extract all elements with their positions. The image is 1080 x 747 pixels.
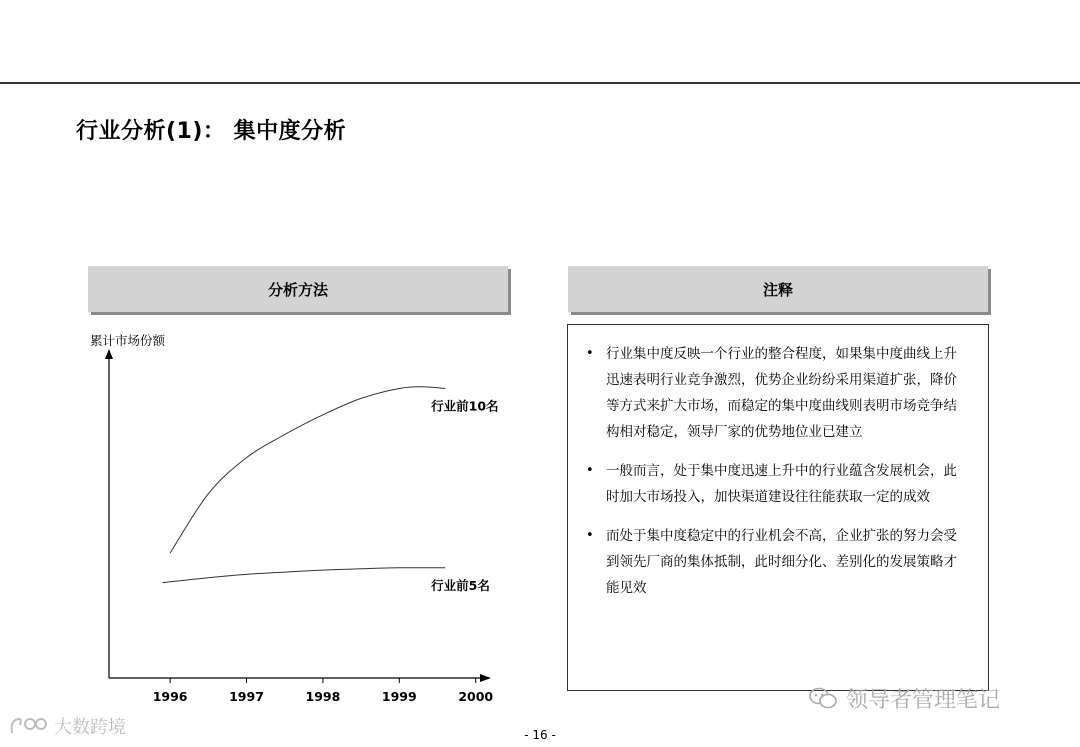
series-line-top10 <box>170 387 445 553</box>
notes-list <box>586 341 970 601</box>
x-tick-label: 1996 <box>152 689 188 704</box>
concentration-chart-svg <box>80 325 520 715</box>
x-tick-label: 1997 <box>229 689 264 704</box>
notes-header-label: 注释 <box>762 280 793 299</box>
notes-header <box>568 266 988 312</box>
x-tick-label: 1999 <box>381 689 417 704</box>
series-label-top5: 行业前5名 <box>431 577 490 593</box>
y-axis-arrow-icon <box>105 349 113 359</box>
wechat-icon <box>808 686 838 710</box>
watermark-right-text: 领导者管理笔记 <box>846 687 1001 713</box>
x-tick-label: 1998 <box>305 689 341 704</box>
series-line-top5 <box>163 568 446 583</box>
watermark-right <box>808 681 1000 715</box>
notes-box <box>567 324 989 691</box>
note-item: • 而处于集中度稳定中的行业机会不高，企业扩张的努力会受到领先厂商的集体抵制，此时细分化、差别化的发展策略才能见效 <box>586 523 970 601</box>
top-rule <box>0 82 1080 84</box>
series-label-top10: 行业前10名 <box>431 398 499 414</box>
analysis-method-header <box>88 266 508 312</box>
page-title: 行业分析(1)： 集中度分析 <box>76 119 347 144</box>
page-number: - 16 - <box>524 728 556 742</box>
watermark-left-text: 大数跨境 <box>54 717 126 738</box>
note-item: • 一般而言，处于集中度迅速上升中的行业蕴含发展机会，此时加大市场投入，加快渠道建设往往能获取一定的成效 <box>586 458 970 510</box>
note-item: • 行业集中度反映一个行业的整合程度，如果集中度曲线上升迅速表明行业竞争激烈，优势企业纷纷采用渠道扩张，降价等方式来扩大市场，而稳定的集中度曲线则表明市场竞争结构相对稳定，领导厂家的优势地位业已建立 <box>586 341 970 445</box>
analysis-method-header-label: 分析方法 <box>267 280 328 299</box>
x-tick-label: 2000 <box>458 689 494 704</box>
x-axis-arrow-icon <box>480 674 491 682</box>
concentration-chart <box>80 325 520 715</box>
y-axis-label: 累计市场份额 <box>90 333 166 348</box>
